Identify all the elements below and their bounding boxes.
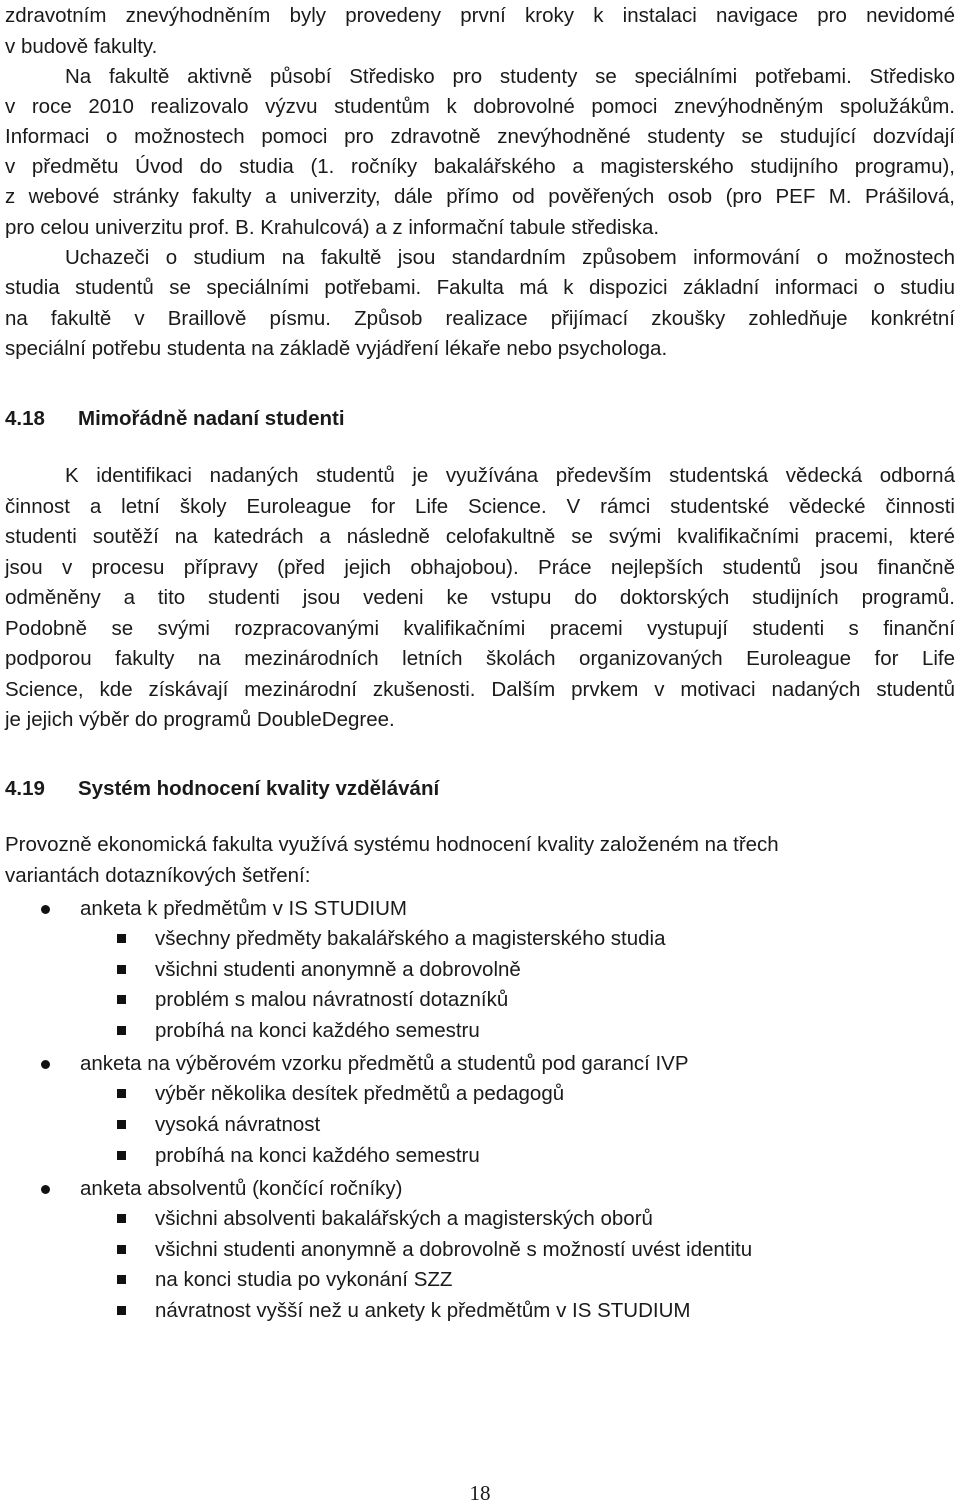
square-bullet-icon bbox=[117, 995, 126, 1004]
square-bullet-icon bbox=[117, 1120, 126, 1129]
sub-list-item-label: výběr několika desítek předmětů a pedagogů bbox=[155, 1082, 565, 1105]
paragraph-line: činnost a letní školy Euroleague for Life Science. V rámci studentské vědecké činnosti bbox=[5, 495, 955, 518]
paragraph-line: studia studentů se speciálními potřebami. Fakulta má k dispozici základní informaci o studiu bbox=[5, 276, 955, 299]
paragraph-line: v předmětu Úvod do studia (1. ročníky bakalářského a magisterského studijního programu), bbox=[5, 155, 955, 178]
paragraph-line: Provozně ekonomická fakulta využívá systému hodnocení kvality založeném na třech bbox=[5, 833, 779, 856]
square-bullet-icon bbox=[117, 1245, 126, 1254]
paragraph-line: variantách dotazníkových šetření: bbox=[5, 864, 311, 887]
paragraph-line: odměněny a tito studenti jsou vedeni ke vstupu do doktorských studijních programů. bbox=[5, 586, 955, 609]
section-heading-4-19 bbox=[5, 773, 439, 804]
page-number: 18 bbox=[469, 1481, 491, 1505]
square-bullet-icon bbox=[117, 1026, 126, 1035]
paragraph-line: jsou v procesu přípravy (před jejich obhajobou). Práce nejlepších studentů jsou finančně bbox=[5, 556, 955, 579]
paragraph-line: podporou fakulty na mezinárodních letních školách organizovaných Euroleague for Life bbox=[5, 647, 955, 670]
sub-list-item-label: návratnost vyšší než u ankety k předmětům v IS STUDIUM bbox=[155, 1299, 691, 1322]
bullet-icon bbox=[41, 1185, 50, 1194]
section-number: 4.18 bbox=[5, 407, 45, 430]
bullet-icon bbox=[41, 905, 50, 914]
sub-list-item-label: všichni studenti anonymně a dobrovolně bbox=[155, 958, 521, 981]
section-title: Systém hodnocení kvality vzdělávání bbox=[78, 777, 440, 800]
paragraph-line: speciální potřebu studenta na základě vyjádření lékaře nebo psychologa. bbox=[5, 337, 668, 360]
square-bullet-icon bbox=[117, 1306, 126, 1315]
section-number: 4.19 bbox=[5, 777, 45, 800]
square-bullet-icon bbox=[117, 1151, 126, 1160]
square-bullet-icon bbox=[117, 934, 126, 943]
list-item-label: anketa absolventů (končící ročníky) bbox=[80, 1177, 403, 1200]
paragraph-line: na fakultě v Braillově písmu. Způsob realizace přijímací zkoušky zohledňuje konkrétní bbox=[5, 307, 955, 330]
list-item-label: anketa k předmětům v IS STUDIUM bbox=[80, 897, 407, 920]
square-bullet-icon bbox=[117, 965, 126, 974]
paragraph-line: zdravotním znevýhodněním byly provedeny první kroky k instalaci navigace pro nevidomé bbox=[5, 4, 955, 27]
paragraph-line: Informaci o možnostech pomoci pro zdravotně znevýhodněné studenty se studující dozvídají bbox=[5, 125, 955, 148]
paragraph-line: je jejich výběr do programů DoubleDegree. bbox=[5, 708, 395, 731]
sub-list-item-label: problém s malou návratností dotazníků bbox=[155, 988, 509, 1011]
paragraph-line: v budově fakulty. bbox=[5, 35, 158, 58]
list-item-label: anketa na výběrovém vzorku předmětů a studentů pod garancí IVP bbox=[80, 1052, 689, 1075]
paragraph-line: studenti soutěží na katedrách a následně celofakultně se svými kvalifikačními pracemi, které bbox=[5, 525, 955, 548]
paragraph-line: v roce 2010 realizovalo výzvu studentům k dobrovolné pomoci znevýhodněným spolužákům. bbox=[5, 95, 955, 118]
section-title: Mimořádně nadaní studenti bbox=[78, 407, 345, 430]
sub-list-item-label: vysoká návratnost bbox=[155, 1113, 321, 1136]
section-heading-4-18 bbox=[5, 403, 345, 434]
paragraph-line: Uchazeči o studium na fakultě jsou standardním způsobem informování o možnostech bbox=[65, 246, 955, 269]
paragraph-line: pro celou univerzitu prof. B. Krahulcová) a z informační tabule střediska. bbox=[5, 216, 660, 239]
paragraph-line: Na fakultě aktivně působí Středisko pro studenty se speciálními potřebami. Středisko bbox=[65, 65, 955, 88]
square-bullet-icon bbox=[117, 1275, 126, 1284]
sub-list-item-label: na konci studia po vykonání SZZ bbox=[155, 1268, 453, 1291]
square-bullet-icon bbox=[117, 1089, 126, 1098]
bullet-icon bbox=[41, 1060, 50, 1069]
paragraph-line: K identifikaci nadaných studentů je využívána především studentská vědecká odborná bbox=[65, 464, 955, 487]
sub-list-item-label: všichni absolventi bakalářských a magisterských oborů bbox=[155, 1207, 653, 1230]
sub-list-item-label: probíhá na konci každého semestru bbox=[155, 1019, 480, 1042]
sub-list-item-label: všechny předměty bakalářského a magisterského studia bbox=[155, 927, 666, 950]
paragraph-line: Podobně se svými rozpracovanými kvalifikačními pracemi vystupují studenti s finanční bbox=[5, 617, 955, 640]
square-bullet-icon bbox=[117, 1214, 126, 1223]
paragraph-line: z webové stránky fakulty a univerzity, dále přímo od pověřených osob (pro PEF M. Prášilová, bbox=[5, 185, 955, 208]
sub-list-item-label: všichni studenti anonymně a dobrovolně s možností uvést identitu bbox=[155, 1238, 753, 1261]
paragraph-line: Science, kde získávají mezinárodní zkušenosti. Dalším prvkem v motivaci nadaných studentů bbox=[5, 678, 955, 701]
sub-list-item-label: probíhá na konci každého semestru bbox=[155, 1144, 480, 1167]
